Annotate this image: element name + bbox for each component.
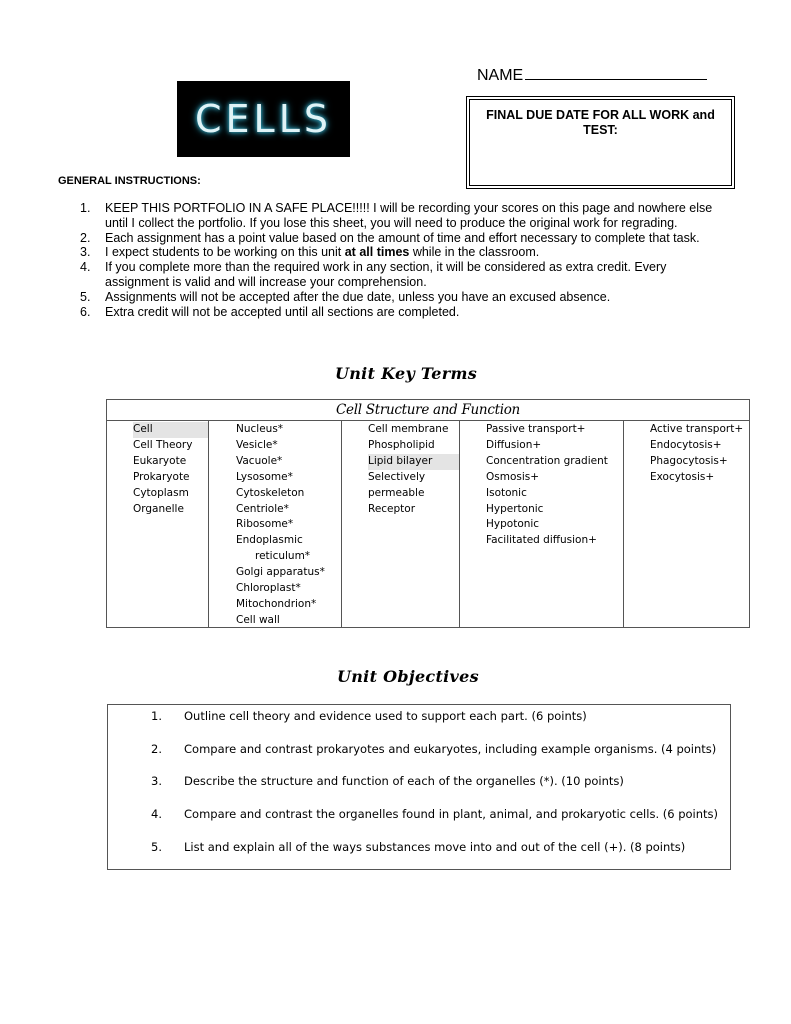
cells-logo <box>177 81 350 157</box>
key-term: Cell wall <box>236 613 280 626</box>
key-term: Vesicle* <box>236 438 278 451</box>
instruction-text: Extra credit will not be accepted until all sections are completed. <box>105 304 460 319</box>
instruction-number: 5. <box>80 289 91 304</box>
due-date-label: FINAL DUE DATE FOR ALL WORK and TEST: <box>486 108 715 137</box>
instruction-item <box>80 231 730 246</box>
instructions-list <box>80 201 730 319</box>
key-term: Nucleus* <box>236 423 284 435</box>
objective-number: 4. <box>151 807 162 822</box>
objective-number: 1. <box>151 709 162 723</box>
key-term: Facilitated diffusion+ <box>486 534 597 547</box>
name-blank-line <box>525 64 707 80</box>
instruction-number: 6. <box>80 304 91 319</box>
key-term: Endoplasmic <box>236 534 303 547</box>
instruction-number: 3. <box>80 245 91 260</box>
instruction-text: KEEP THIS PORTFOLIO IN A SAFE PLACE!!!!! I will be recording your scores on this page and nowhere else until I collect the portfolio. If you lose this sheet, you will need to produce the original work for regrading. <box>105 201 713 230</box>
key-term: Chloroplast* <box>236 582 301 595</box>
terms-column <box>107 421 209 627</box>
key-term: Passive transport+ <box>486 423 586 435</box>
key-term: Endocytosis+ <box>650 438 722 451</box>
key-term: Cell membrane <box>368 423 449 435</box>
key-term: Cytoplasm <box>133 486 189 499</box>
key-terms-table <box>106 399 750 628</box>
key-term: Cell <box>133 422 208 438</box>
key-term: Receptor <box>368 502 416 515</box>
objective-text: Compare and contrast the organelles found in plant, animal, and prokaryotic cells. (6 points) <box>184 807 719 822</box>
key-term: Cell Theory <box>133 438 193 451</box>
objectives-title: Unit Objectives <box>337 667 479 686</box>
key-term: Golgi apparatus* <box>236 566 325 579</box>
key-term: Lysosome* <box>236 470 293 483</box>
key-term: Phagocytosis+ <box>650 454 728 467</box>
key-term: Cytoskeleton <box>236 486 305 499</box>
terms-column <box>460 421 624 627</box>
key-term: Centriole* <box>236 502 289 515</box>
key-term: Hypertonic <box>486 502 544 515</box>
terms-column <box>209 421 342 627</box>
key-terms-table-header: Cell Structure and Function <box>107 400 749 421</box>
objectives-list <box>108 708 730 871</box>
instruction-item <box>80 201 730 231</box>
key-term: Lipid bilayer <box>368 454 459 470</box>
instruction-item <box>80 290 730 305</box>
key-term: Concentration gradient <box>486 454 608 467</box>
key-term: Organelle <box>133 502 184 515</box>
key-term: Exocytosis+ <box>650 470 715 483</box>
objective-item <box>108 741 730 774</box>
instruction-emphasis: at all times <box>344 245 410 260</box>
objective-item <box>108 708 730 741</box>
objective-number: 3. <box>151 774 162 789</box>
terms-column <box>624 421 749 627</box>
instruction-text: Assignments will not be accepted after the due date, unless you have an excused absence. <box>105 289 611 304</box>
logo-text: CELLS <box>194 97 332 141</box>
objective-text: Outline cell theory and evidence used to support each part. (6 points) <box>184 709 587 723</box>
objective-text: Compare and contrast prokaryotes and eukaryotes, including example organisms. (4 points) <box>184 741 717 756</box>
instruction-item <box>80 245 730 260</box>
instruction-item <box>80 260 730 290</box>
key-term: Eukaryote <box>133 454 187 467</box>
name-label: NAME <box>477 67 524 84</box>
key-term: Vacuole* <box>236 454 283 467</box>
key-term: Hypotonic <box>486 518 540 531</box>
due-date-box <box>466 96 735 189</box>
instruction-number: 1. <box>80 201 91 215</box>
key-term: Ribosome* <box>236 518 294 531</box>
instruction-text <box>105 245 730 260</box>
objective-item <box>108 773 730 806</box>
key-term: permeable <box>368 486 425 499</box>
instruction-text: Each assignment has a point value based on the amount of time and effort necessary to complete that task. <box>105 230 700 245</box>
objective-item <box>108 839 730 872</box>
key-terms-title: Unit Key Terms <box>335 364 478 383</box>
key-term: Isotonic <box>486 486 527 499</box>
objective-number: 2. <box>151 741 162 756</box>
terms-column <box>342 421 460 627</box>
key-terms-columns <box>107 421 749 627</box>
instruction-text-part: while in the classroom. <box>409 245 540 260</box>
key-term: Osmosis+ <box>486 470 540 483</box>
key-term: Phospholipid <box>368 438 435 451</box>
key-term: Diffusion+ <box>486 438 542 451</box>
instruction-number: 2. <box>80 230 91 245</box>
instructions-heading: GENERAL INSTRUCTIONS: <box>58 175 201 187</box>
instruction-text-part: I expect students to be working on this unit <box>105 245 345 260</box>
key-term: Selectively <box>368 470 426 483</box>
instruction-number: 4. <box>80 260 91 275</box>
instruction-text: If you complete more than the required work in any section, it will be considered as extra credit. Every assignment is valid and will increase your comprehension. <box>105 260 667 289</box>
key-term: Active transport+ <box>650 423 744 435</box>
key-term: Prokaryote <box>133 470 190 483</box>
objective-text: Describe the structure and function of each of the organelles (*). (10 points) <box>184 774 624 789</box>
objective-item <box>108 806 730 839</box>
objective-text: List and explain all of the ways substances move into and out of the cell (+). (8 points) <box>184 839 686 854</box>
name-field <box>477 64 707 85</box>
objectives-box <box>107 704 731 870</box>
instruction-item <box>80 305 730 320</box>
key-term: reticulum* <box>255 550 311 563</box>
key-term: Mitochondrion* <box>236 597 317 610</box>
objective-number: 5. <box>151 839 162 854</box>
